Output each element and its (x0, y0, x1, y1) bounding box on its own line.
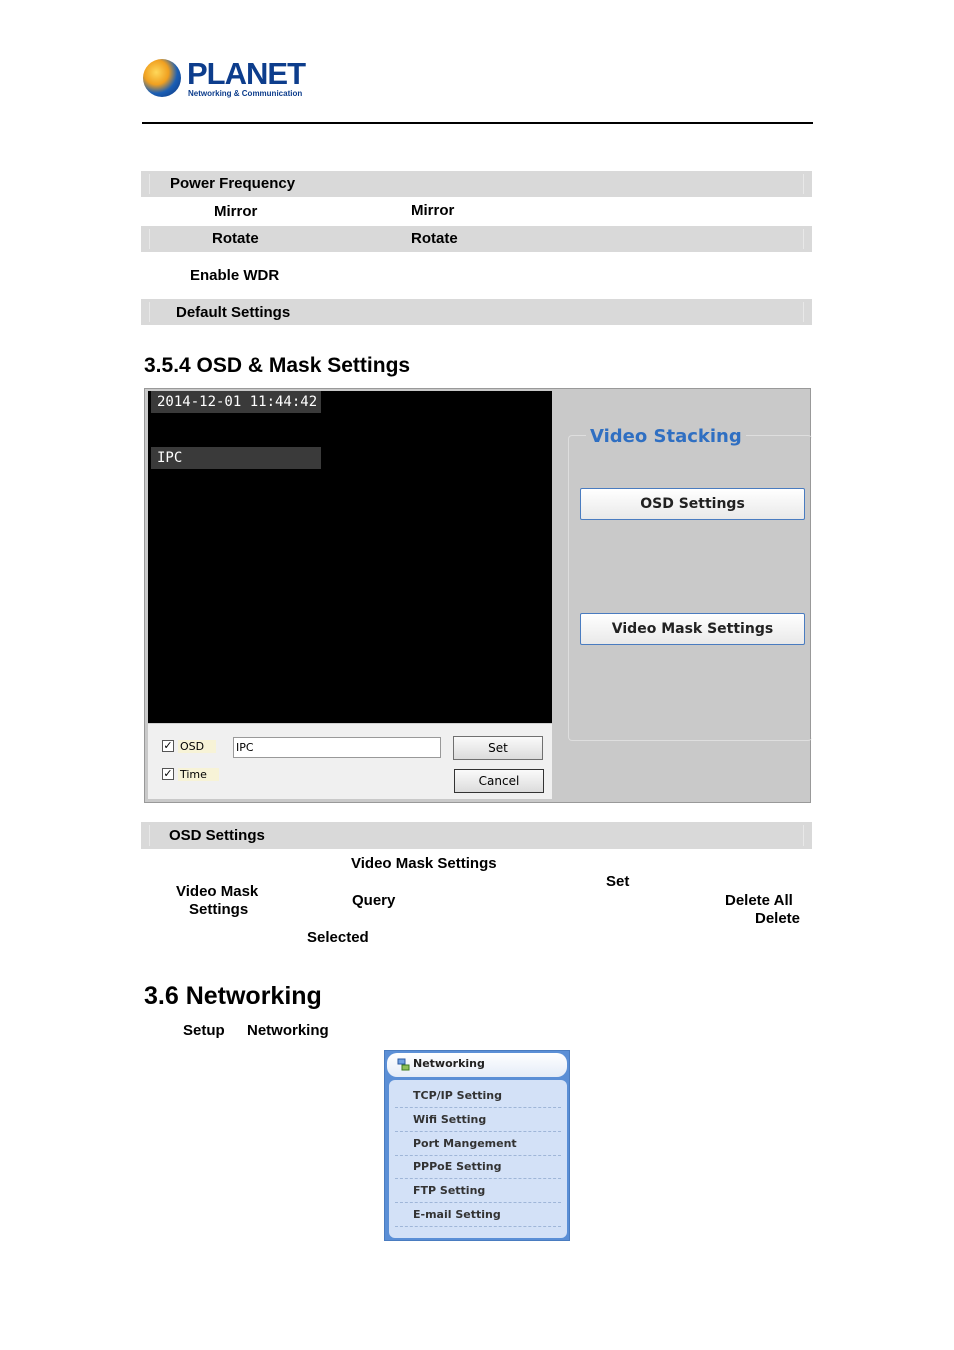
time-checkbox[interactable]: ✓ (163, 768, 173, 780)
osd-text-input[interactable]: IPC (233, 737, 441, 758)
cancel-button[interactable]: Cancel (454, 769, 544, 793)
mirror-label: Mirror (214, 203, 258, 220)
delete-text: Delete (755, 910, 801, 927)
header-divider (142, 122, 813, 124)
osd-control-bar (148, 723, 552, 799)
path-setup: Setup (183, 1022, 225, 1039)
video-mask-label-line2: Settings (189, 901, 249, 918)
networking-menu-header[interactable] (387, 1053, 567, 1077)
path-networking: Networking (247, 1022, 329, 1039)
time-checkbox-label: Time (178, 768, 219, 781)
menu-item-pppoe[interactable]: PPPoE Setting (395, 1155, 561, 1179)
brand-tagline: Networking & Communication (188, 89, 303, 98)
table-row (141, 197, 812, 225)
video-preview (148, 391, 552, 723)
default-settings-label: Default Settings (176, 304, 291, 321)
mirror-description: Mirror (411, 202, 455, 219)
table-row (141, 226, 812, 252)
name-overlay: IPC (151, 447, 321, 469)
globe-icon (143, 59, 181, 97)
rotate-description: Rotate (411, 230, 458, 247)
table-row (141, 253, 812, 299)
menu-item-ftp[interactable]: FTP Setting (395, 1179, 561, 1203)
networking-menu (384, 1050, 570, 1241)
menu-item-email[interactable]: E-mail Setting (395, 1203, 561, 1227)
network-icon (397, 1058, 410, 1071)
osd-checkbox[interactable]: ✓ (163, 740, 173, 752)
table-row (141, 299, 812, 325)
networking-menu-title: Networking (413, 1057, 485, 1070)
query-text: Query (352, 892, 396, 909)
selected-text: Selected (307, 929, 369, 946)
set-text: Set (606, 873, 630, 890)
power-frequency-label: Power Frequency (170, 175, 296, 192)
osd-screenshot (144, 388, 811, 803)
menu-item-wifi[interactable]: Wifi Setting (395, 1108, 561, 1132)
enable-wdr-label: Enable WDR (190, 267, 280, 284)
video-mask-settings-text: Video Mask Settings (351, 855, 497, 872)
set-button[interactable]: Set (453, 736, 543, 760)
video-mask-label: Video Mask (176, 883, 259, 900)
planet-logo (143, 57, 303, 101)
video-mask-settings-button[interactable]: Video Mask Settings (580, 613, 805, 645)
video-stacking-panel (568, 435, 812, 741)
video-stacking-title: Video Stacking (586, 426, 746, 447)
timestamp-overlay: 2014-12-01 11:44:42 (151, 391, 321, 413)
osd-settings-button[interactable]: OSD Settings (580, 488, 805, 520)
menu-item-tcpip[interactable]: TCP/IP Setting (395, 1084, 561, 1108)
osd-checkbox-label: OSD (178, 740, 216, 753)
table-row (141, 171, 812, 197)
section-heading-networking: 3.6 Networking (144, 982, 322, 1010)
networking-menu-list (389, 1080, 567, 1238)
section-heading-osd: 3.5.4 OSD & Mask Settings (144, 354, 411, 377)
brand-name: PLANET (187, 56, 305, 91)
menu-item-port[interactable]: Port Mangement (395, 1132, 561, 1156)
osd-settings-label: OSD Settings (169, 827, 265, 844)
rotate-label: Rotate (212, 230, 259, 247)
delete-all-text: Delete All (725, 892, 793, 909)
table-row (141, 822, 812, 849)
